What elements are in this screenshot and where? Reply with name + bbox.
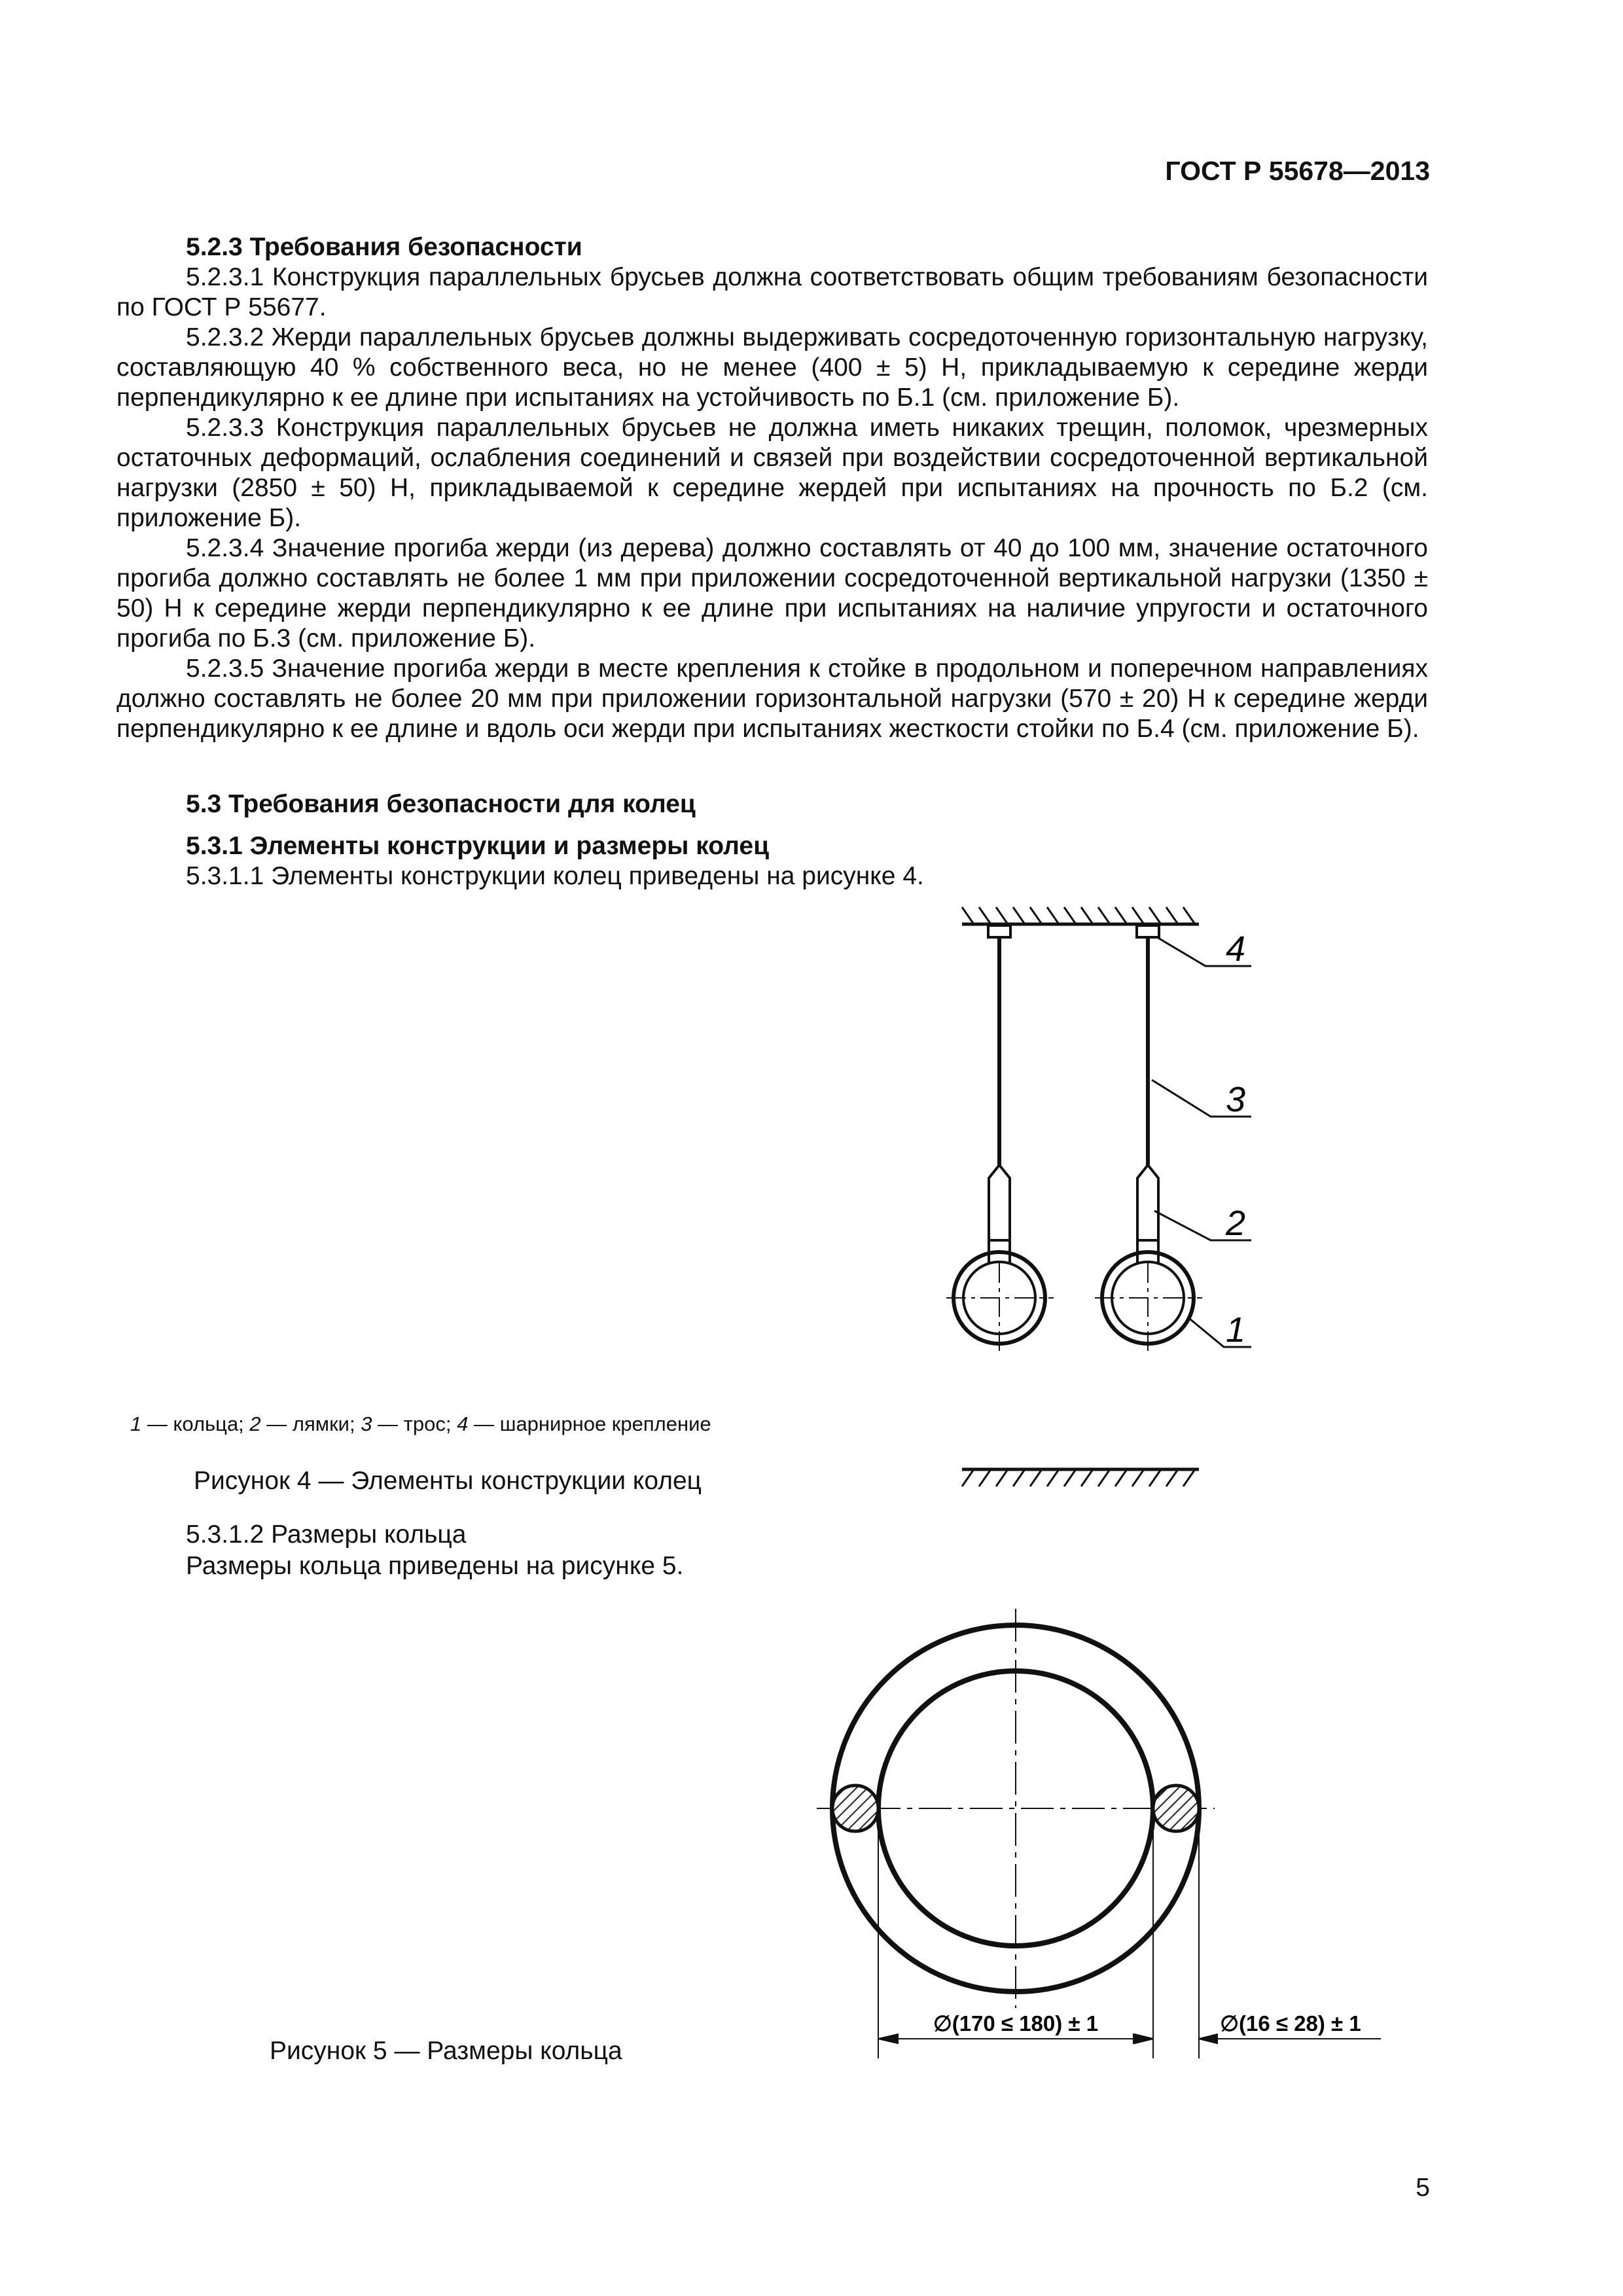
dimension-inner-diameter: ∅(170 ≤ 180) ± 1 [933,2011,1099,2036]
legend-num-4: 4 [457,1412,469,1435]
section-5-3-1-2-text: Размеры кольца приведены на рисунке 5. [186,1552,684,1580]
legend-num-2: 2 [249,1412,261,1435]
figure-5-drawing [817,1609,1381,2058]
paragraph-5-2-3-2: 5.2.3.2 Жерди параллельных брусьев должны выдерживать сосредоточенную горизонтальную нагрузку, составляющую 40 % собственного веса, но не менее (400 ± 5) Н, прикладываемую к середине жерди перпендикулярно к ее длине при испытаниях на устойчивость по Б.1 (см. приложение Б). [116,323,1428,412]
ring-section-right [1153,1785,1199,1831]
section-5-3-1-2-title: 5.3.1.2 Размеры кольца [186,1520,467,1549]
ring-section-left [832,1785,878,1831]
callout-2: 2 [1226,1204,1246,1243]
paragraph-5-2-3-5: 5.2.3.5 Значение прогиба жерди в месте крепления к стойке в продольном и поперечном направлениях должно составлять не более 20 мм при приложении горизонтальной нагрузки (570 ± 20) Н к середине жерди перпендикулярно к ее длине и вдоль оси жерди при испытаниях жесткости стойки по Б.4 (см. приложение Б). [116,655,1428,743]
paragraph-5-3-1-1: 5.3.1.1 Элементы конструкции колец приведены на рисунке 4. [186,862,924,890]
ring-assembly-left [946,925,1054,1354]
callout-4: 4 [1226,929,1246,969]
legend-num-3: 3 [361,1412,372,1435]
paragraph-5-2-3-1: 5.2.3.1 Конструкция параллельных брусьев должна соответствовать общим требованиям безопасности по ГОСТ Р 55677. [116,263,1428,321]
figure-5-caption: Рисунок 5 — Размеры кольца [270,2037,622,2065]
legend-text-2: — лямки; [260,1412,361,1435]
callout-3: 3 [1226,1080,1246,1119]
figure-4-caption: Рисунок 4 — Элементы конструкции колец [194,1467,702,1495]
page-number: 5 [1416,2174,1430,2202]
legend-text-4: — шарнирное крепление [468,1412,711,1435]
floor-hatch [962,1469,1199,1486]
section-5-2-3-title: 5.2.3 Требования безопасности [186,233,582,261]
legend-text-1: — кольца; [141,1412,250,1435]
section-5-3-1-title: 5.3.1 Элементы конструкции и размеры колец [186,832,770,860]
legend-num-1: 1 [130,1412,142,1435]
paragraph-5-2-3-4: 5.2.3.4 Значение прогиба жерди (из дерева) должно составлять от 40 до 100 мм, значение остаточного прогиба должно составлять не более 1 мм при приложении сосредоточенной вертикальной нагрузки (1350 ± 50) Н к середине жерди перпендикулярно к ее длине при испытаниях на наличие упругости и остаточного прогиба по Б.3 (см. приложение Б). [116,534,1428,653]
figure-4-drawing [946,907,1251,1486]
leader-lines [1152,937,1251,1347]
paragraph-5-2-3-3: 5.2.3.3 Конструкция параллельных брусьев не должна иметь никаких трещин, поломок, чрезмерных остаточных деформаций, ослабления соединений и связей при воздействии сосредоточенной вертикальной нагрузки (2850 ± 50) Н, прикладываемой к середине жердей при испытаниях на прочность по Б.2 (см. приложение Б). [116,414,1428,532]
dimension-line-inner [878,2034,1153,2043]
ceiling-hatch [962,907,1199,924]
section-5-3-title: 5.3 Требования безопасности для колец [186,790,696,818]
ring-assembly-right [1095,925,1202,1354]
dimension-section-diameter: ∅(16 ≤ 28) ± 1 [1220,2011,1361,2036]
callout-1: 1 [1226,1310,1246,1350]
legend-text-3: — трос; [372,1412,457,1435]
document-id: ГОСТ Р 55678—2013 [1165,156,1430,186]
dimension-line-section [1126,2034,1381,2043]
